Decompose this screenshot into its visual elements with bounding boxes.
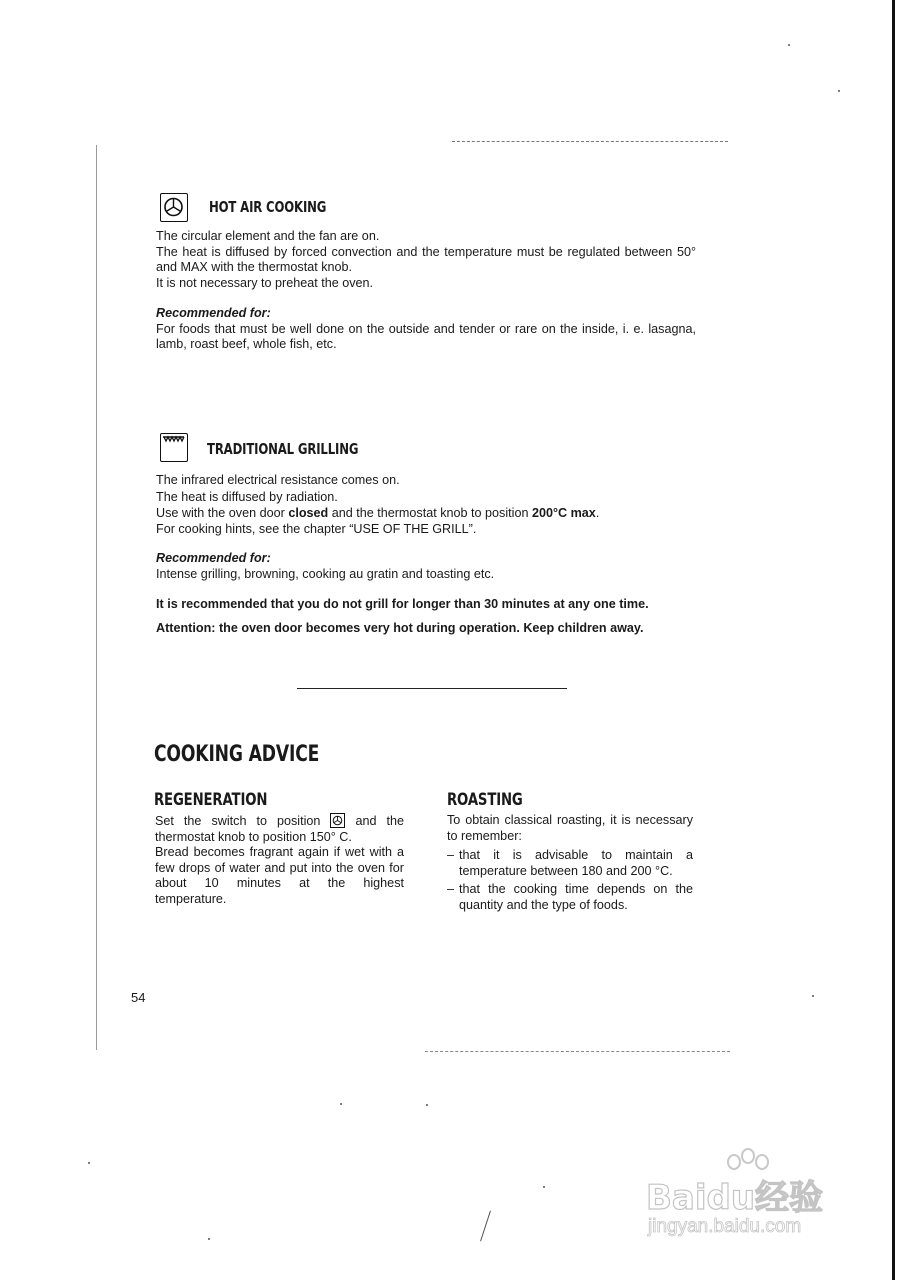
hot-air-title: HOT AIR COOKING [209,198,327,216]
grilling-line-3-c: and the thermostat knob to position [328,506,532,520]
baidu-watermark [642,1152,862,1252]
grilling-line-3-d: 200°C max [531,506,596,520]
grilling-description [156,473,716,636]
roasting-item-1: – that it is advisable to maintain a temperature between 180 and 200 °C. [447,848,693,879]
grilling-recommended-label: Recommended for: [156,551,271,565]
hot-air-recommended-label: Recommended for: [156,306,271,320]
scan-speck [426,1104,428,1106]
grilling-line-3-b: closed [288,506,329,520]
grilling-recommended-text: Intense grilling, browning, cooking au gratin and toasting etc. [156,566,495,581]
hot-air-icon [160,193,188,222]
hot-air-recommended-text: For foods that must be well done on the outside and tender or rare on the inside, i. e. lasagna, lamb, roast beef, whole fish, etc. [156,321,696,351]
roasting-intro: To obtain classical roasting, it is necessary to remember: [447,813,693,843]
page-number: 54 [131,990,146,1005]
hot-air-line-2: The heat is diffused by forced convection and the temperature must be regulated between 50° and MAX with the thermostat knob. [156,244,696,274]
scan-speck [788,44,790,46]
regeneration-text-c: Bread becomes fragrant again if wet with a few drops of water and put into the oven for about 10 minutes at the highest temperature. [155,845,404,906]
top-divider [452,141,728,142]
watermark-brand: Baidu经验 [646,1178,824,1218]
grilling-warning-1: It is recommended that you do not grill for longer than 30 minutes at any one time. [156,597,649,611]
grilling-warning-2: Attention: the oven door becomes very hot during operation. Keep children away. [156,620,644,635]
grilling-line-3-a: Use with the oven door [156,506,289,520]
watermark-url: jingyan.baidu.com [648,1216,802,1237]
scan-stroke [480,1211,491,1242]
scan-speck [812,995,814,997]
grilling-line-2: The heat is diffused by radiation. [156,489,338,504]
grilling-title: TRADITIONAL GRILLING [207,440,359,458]
left-margin-line [96,145,97,1050]
grilling-line-1: The infrared electrical resistance comes on. [156,473,400,487]
regeneration-text-b: and the thermostat knob to position 150° C. [155,814,404,844]
hot-air-small-icon [330,813,345,828]
hot-air-description [156,229,696,353]
scan-speck [340,1103,342,1105]
right-edge-line [892,0,895,1280]
grill-icon [160,433,188,462]
roasting-list [447,848,693,913]
regeneration-text [155,813,404,907]
scan-speck [543,1186,545,1188]
roasting-item-2: – that the cooking time depends on the quantity and the type of foods. [447,882,693,913]
scan-speck [838,90,840,92]
roasting-text [447,813,693,913]
roasting-title: ROASTING [447,790,523,810]
regeneration-title: REGENERATION [154,790,268,810]
regeneration-text-a: Set the switch to position [155,814,331,828]
grilling-line-3-e: . [595,506,600,520]
cooking-advice-title: COOKING ADVICE [154,742,320,767]
scan-speck [88,1162,90,1164]
grilling-line-3 [156,506,716,522]
hot-air-line-3: It is not necessary to preheat the oven. [156,275,374,290]
grilling-line-4: For cooking hints, see the chapter “USE OF THE GRILL”. [156,521,477,536]
section-divider [297,688,567,689]
bottom-dashed-line [425,1051,730,1052]
scan-speck [208,1238,210,1240]
hot-air-line-1: The circular element and the fan are on. [156,229,380,243]
